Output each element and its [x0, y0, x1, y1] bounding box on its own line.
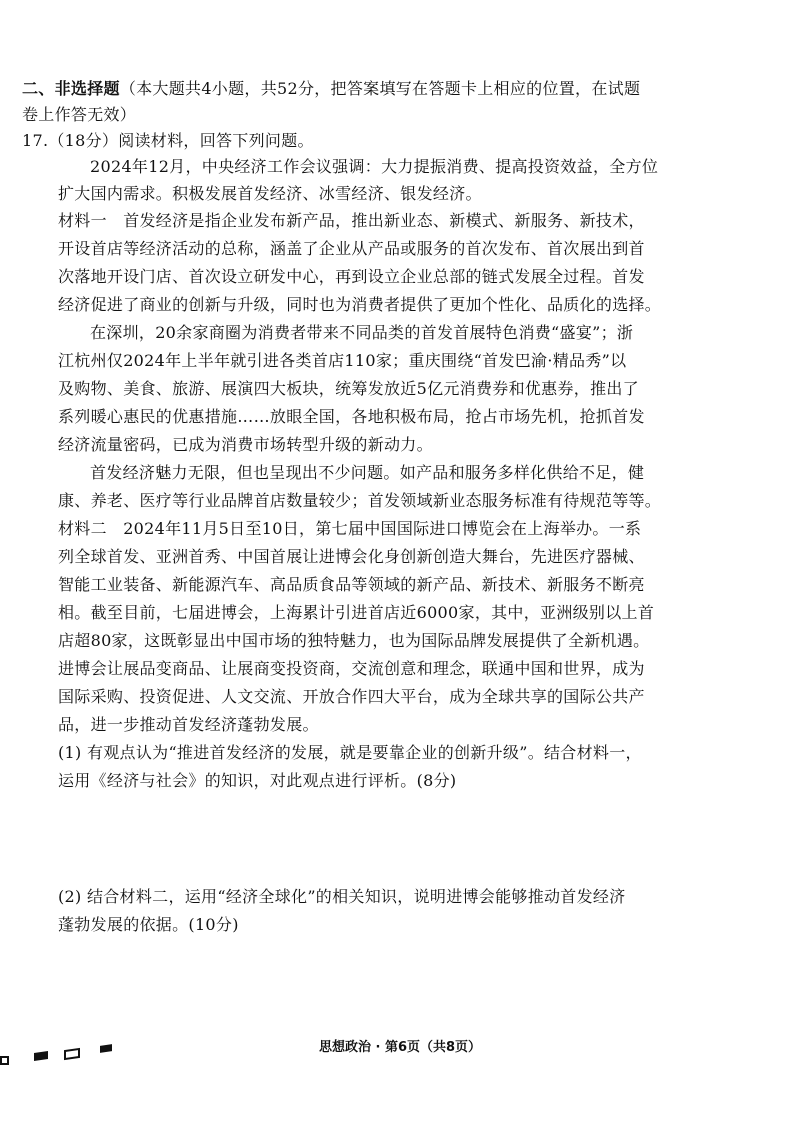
material1-line: 材料一 首发经济是指企业发布新产品，推出新业态、新模式、新服务、新技术， [58, 211, 645, 230]
material2-line: 国际采购、投资促进、人文交流、开放合作四大平台，成为全球共享的国际公共产 [58, 687, 645, 706]
subquestion-2-line: (2) 结合材料二，运用“经济全球化”的相关知识，说明进博会能够推动首发经济 [58, 887, 626, 906]
material1-line: 首发经济魅力无限，但也呈现出不少问题。如产品和服务多样化供给不足，健 [90, 463, 645, 482]
material2-line: 品，进一步推动首发经济蓬勃发展。 [58, 715, 319, 734]
section-header [22, 78, 640, 100]
subquestion-1-line: 运用《经济与社会》的知识，对此观点进行评析。(8分) [58, 771, 457, 790]
material2-line: 店超80家，这既彰显出中国市场的独特魅力，也为国际品牌发展提供了全新机遇。 [58, 631, 650, 650]
material2-line: 相。截至目前，七届进博会，上海累计引进首店近6000家，其中，亚洲级别以上首 [58, 603, 655, 622]
intro-line: 扩大国内需求。积极发展首发经济、冰雪经济、银发经济。 [58, 184, 482, 203]
material1-line: 开设首店等经济活动的总称，涵盖了企业从产品或服务的首次发布、首次展出到首 [58, 239, 645, 258]
material1-line: 系列暖心惠民的优惠措施……放眼全国，各地积极布局，抢占市场先机，抢抓首发 [58, 407, 645, 426]
scan-mark-icon [34, 1051, 48, 1061]
material1-line: 康、养老、医疗等行业品牌首店数量较少；首发领域新业态服务标准有待规范等等。 [58, 491, 662, 510]
scan-mark-icon [64, 1048, 80, 1060]
section-title: 二、非选择题 [22, 79, 120, 98]
material1-line: 江杭州仅2024年上半年就引进各类首店110家；重庆围绕“首发巴渝·精品秀”以 [58, 351, 627, 370]
material2-line: 进博会让展品变商品、让展商变投资商，交流创意和理念，联通中国和世界，成为 [58, 659, 645, 678]
subquestion-1-line: (1) 有观点认为“推进首发经济的发展，就是要靠企业的创新升级”。结合材料一， [58, 743, 642, 762]
section-note-line1: （本大题共4小题，共52分，把答案填写在答题卡上相应的位置，在试题 [119, 79, 641, 98]
material1-line: 次落地开设门店、首次设立研发中心，再到设立企业总部的链式发展全过程。首发 [58, 267, 645, 286]
page-footer: 思想政治 · 第6页（共8页） [318, 1040, 482, 1055]
question-17-header: 17.（18分）阅读材料，回答下列问题。 [22, 131, 314, 150]
material2-line: 智能工业装备、新能源汽车、高品质食品等领域的新产品、新技术、新服务不断亮 [58, 575, 645, 594]
material1-line: 经济流量密码，已成为消费市场转型升级的新动力。 [58, 435, 433, 454]
scan-mark-icon [0, 1056, 9, 1065]
material2-line: 列全球首发、亚洲首秀、中国首展让进博会化身创新创造大舞台，先进医疗器械、 [58, 547, 645, 566]
intro-line: 2024年12月，中央经济工作会议强调：大力提振消费、提高投资效益，全方位 [90, 157, 659, 176]
material1-line: 在深圳，20余家商圈为消费者带来不同品类的首发首展特色消费“盛宴”；浙 [90, 323, 634, 342]
material1-line: 及购物、美食、旅游、展演四大板块，统筹发放近5亿元消费券和优惠券，推出了 [58, 379, 639, 398]
subquestion-2-line: 蓬勃发展的依据。(10分) [58, 915, 239, 934]
material2-line: 材料二 2024年11月5日至10日，第七届中国国际进口博览会在上海举办。一系 [58, 519, 642, 538]
material1-line: 经济促进了商业的创新与升级，同时也为消费者提供了更加个性化、品质化的选择。 [58, 295, 662, 314]
section-note-line2: 卷上作答无效） [22, 105, 137, 124]
